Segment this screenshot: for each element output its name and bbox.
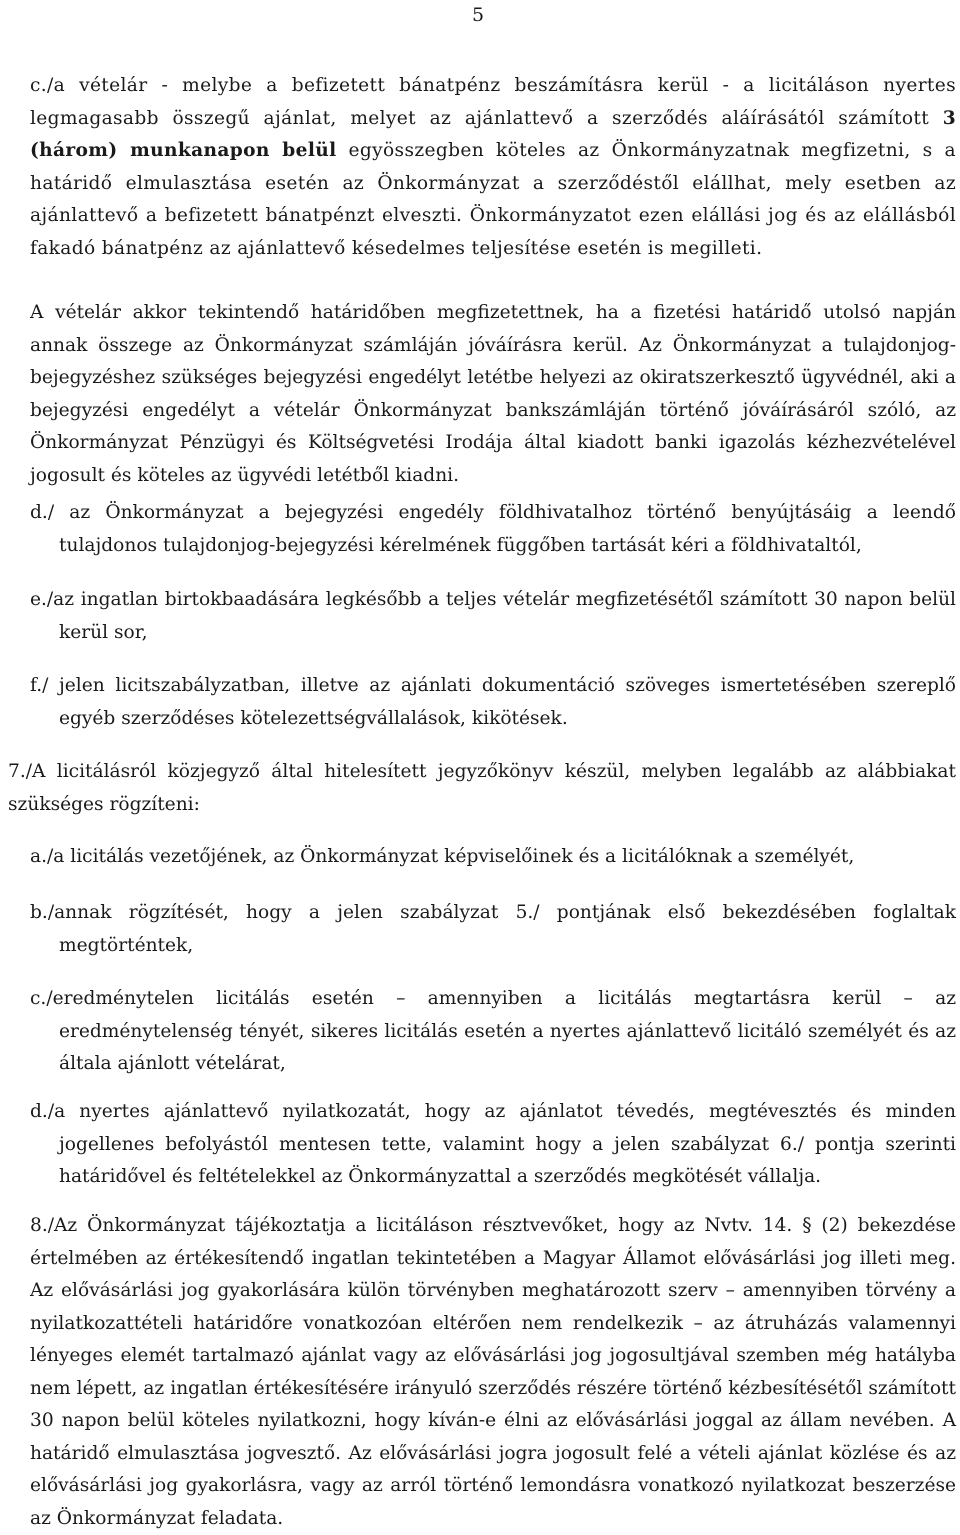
paragraph-c-vetelar xyxy=(30,70,956,265)
paragraph-c-text-end: egyösszegben köteles az Önkormányzatnak megfizetni, s a határidő elmulasztása esetén az Önkormányzat a szerződéstől elállhat, mely esetben az ajánlattevő a befizetett bánatpénzt elveszti. Önkormányzatot ezen elállási jog és az elállásból fakadó bánatpénz az ajánlattevő késedelmes teljesítése esetén is megilleti. xyxy=(30,140,956,259)
paragraph-d-bejegyzesi: d./ az Önkormányzat a bejegyzési engedély földhivatalhoz történő benyújtásáig a leendő tulajdonos tulajdonjog-bejegyzési kérelmének függőben tartását kéri a földhivataltól, xyxy=(30,502,956,556)
paragraph-7-intro: 7./A licitálásról közjegyző által hitelesített jegyzőkönyv készül, melyben legalább az alábbiakat szükséges rögzíteni: xyxy=(8,761,956,815)
paragraph-7-c: c./eredménytelen licitálás esetén – amennyiben a licitálás megtartásra kerül – az eredménytelenség tényét, sikeres licitálás esetén a nyertes ajánlattevő licitáló személyét és az általa ajánlott vételárat, xyxy=(30,988,956,1074)
paragraph-7-b: b./annak rögzítését, hogy a jelen szabályzat 5./ pontjának első bekezdésében foglaltak megtörténtek, xyxy=(30,902,956,956)
paragraph-vetelar-hatarido: A vételár akkor tekintendő határidőben megfizetettnek, ha a fizetési határidő utolsó napján annak összege az Önkormányzat számláján jóváírásra kerül. Az Önkormányzat a tulajdonjog-bejegyzéshez szükséges bejegyzési engedélyt letétbe helyezi az okiratszerkesztő ügyvédnél, aki a bejegyzési engedélyt a vételár Önkormányzat bankszámláján történő jóváírásáról szóló, az Önkormányzat Pénzügyi és Költségvetési Irodája által kiadott banki igazolás kézhezvételével jogosult és köteles az ügyvédi letétből kiadni. xyxy=(30,302,956,486)
paragraph-7-a: a./a licitálás vezetőjének, az Önkormányzat képviselőinek és a licitálóknak a személyét, xyxy=(30,846,855,867)
paragraph-f-licitszabalyzat: f./ jelen licitszabályzatban, illetve az ajánlati dokumentáció szöveges ismertetésében szereplő egyéb szerződéses kötelezettségvállalások, kikötések. xyxy=(30,675,956,729)
paragraph-8: 8./Az Önkormányzat tájékoztatja a licitáláson résztvevőket, hogy az Nvtv. 14. § (2) bekezdése értelmében az értékesítendő ingatlan tekintetében a Magyar Államot elővásárlási jog illeti meg. Az elővásárlási jog gyakorlására külön törvényben meghatározott szerv – amennyiben törvény a nyilatkozattételi határidőre vonatkozóan eltérően nem rendelkezik – az átruházás valamennyi lényeges elemét tartalmazó ajánlat vagy az elővásárlási jog jogosultjával szemben még hatályba nem lépett, az ingatlan értékesítésére irányuló szerződés részére történő kézbesítésétől számított 30 napon belül köteles nyilatkozni, hogy kíván-e élni az elővásárlási joggal az állam nevében. A határidő elmulasztása jogvesztő. Az elővásárlási jogra jogosult felé a vételi ajánlat közlése és az elővásárlási jog gyakorlásra, vagy az arról történő lemondásra vonatkozó nyilatkozat beszerzése az Önkormányzat feladata. xyxy=(30,1215,956,1529)
page-number: 5 xyxy=(472,4,485,26)
paragraph-c-bold-deadline: 3 (három) munkanapon belül xyxy=(30,107,956,161)
paragraph-e-birtokbaadas: e./az ingatlan birtokbaadására legkésőbb a teljes vételár megfizetésétől számított 30 napon belül kerül sor, xyxy=(30,589,956,643)
paragraph-7-d: d./a nyertes ajánlattevő nyilatkozatát, hogy az ajánlatot tévedés, megtévesztés és minden jogellenes befolyástól mentesen tette, valamint hogy a jelen szabályzat 6./ pontja szerinti határidővel és feltételekkel az Önkormányzattal a szerződés megkötését vállalja. xyxy=(30,1101,956,1187)
paragraph-c-text-start: c./a vételár - melybe a befizetett bánatpénz beszámításra kerül - a licitáláson nyertes legmagasabb összegű ajánlat, melyet az ajánlattevő a szerződés aláírásától számított xyxy=(30,75,956,129)
